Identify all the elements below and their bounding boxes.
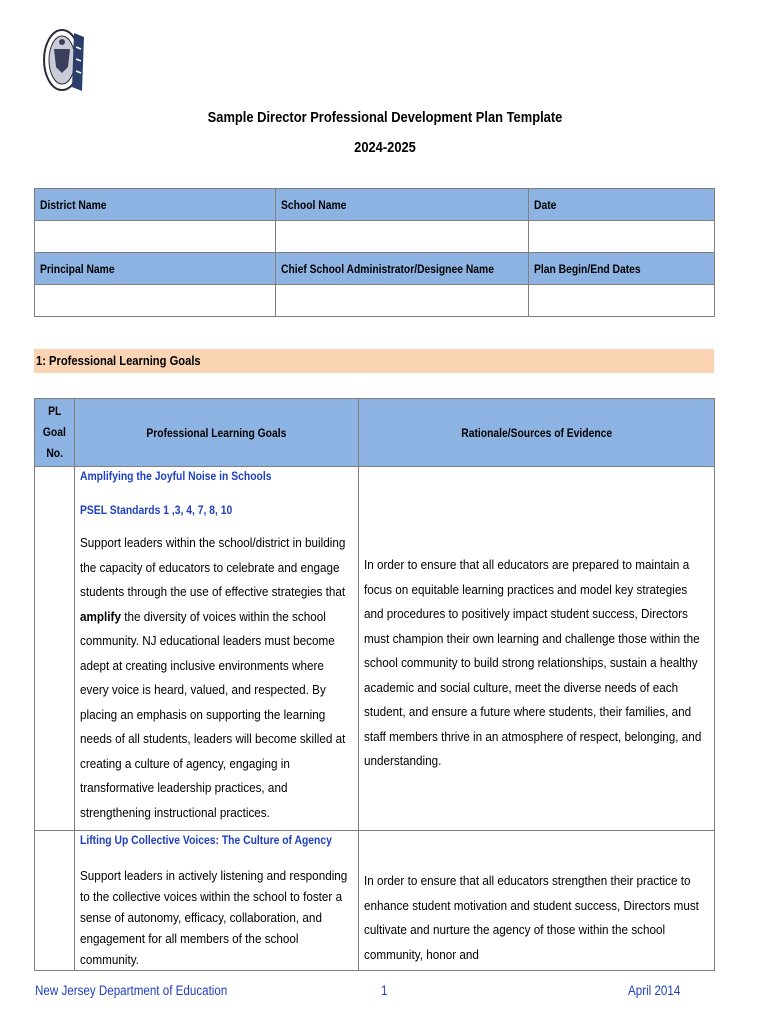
document-title: Sample Director Professional Development Plan Template — [207, 109, 563, 126]
rationale-text: In order to ensure that all educators are prepared to maintain a focus on equitable learning practices and model key strategies and procedures to positively impact student success, Directors must champion their own learning and challenge those within the school community to build strong relationships, sustain a healthy academic and social culture, meet the diverse needs of each student, and ensure a future where students, their families, and staff members thrive in an atmosphere of respect, belonging, and understanding. — [364, 557, 702, 768]
goal-title: Amplifying the Joyful Noise in Schools — [80, 471, 272, 483]
info-header-row — [35, 189, 715, 221]
goal-number-header: PL Goal No. — [35, 399, 75, 467]
goal-row — [35, 831, 715, 971]
footer-date: April 2014 — [628, 983, 681, 998]
principal-name-field[interactable] — [35, 285, 276, 317]
rationale-text: In order to ensure that all educators strengthen their practice to enhance student motivation and student success, Directors must cultivate and nurture the agency of those within the school community, honor and — [364, 873, 699, 962]
chief-school-administrator-field[interactable] — [276, 285, 529, 317]
rationale-cell[interactable] — [359, 831, 715, 971]
document-year: 2024-2025 — [354, 139, 416, 156]
nj-doe-seal-icon — [42, 27, 86, 95]
psel-standards: PSEL Standards 1 ,3, 4, 7, 8, 10 — [80, 505, 233, 517]
info-header-row — [35, 253, 715, 285]
goal-cell[interactable] — [75, 831, 359, 971]
district-name-field[interactable] — [35, 221, 276, 253]
date-field[interactable] — [529, 221, 715, 253]
plan-dates-label: Plan Begin/End Dates — [529, 253, 715, 285]
goal-cell[interactable] — [75, 467, 359, 831]
goal-description: Support leaders in actively listening and responding to the collective voices within the school to foster a sense of autonomy, efficacy, collaboration, and engagement for all members of the school community. — [80, 868, 348, 967]
chief-school-administrator-label: Chief School Administrator/Designee Name — [276, 253, 529, 285]
info-table — [34, 188, 715, 317]
date-label: Date — [529, 189, 715, 221]
footer-department: New Jersey Department of Education — [35, 983, 228, 998]
goal-row — [35, 467, 715, 831]
footer-page-number: 1 — [381, 983, 388, 998]
goal-title: Lifting Up Collective Voices: The Culture of Agency — [80, 835, 332, 847]
rationale-cell[interactable] — [359, 467, 715, 831]
goal-description: Support leaders within the school/district in building the capacity of educators to celebrate and engage students through the use of effective strategies that amplify the diversity of voices within the school community. NJ educational leaders must become adept at creating inclusive environments where every voice is heard, valued, and respected. By placing an emphasis on supporting the learning needs of all students, leaders will become skilled at creating a culture of agency, engaging in transformative leadership practices, and strengthening instructional practices. — [80, 535, 346, 820]
professional-learning-goals-table — [34, 398, 715, 971]
goals-header-row — [35, 399, 715, 467]
school-name-field[interactable] — [276, 221, 529, 253]
principal-name-label: Principal Name — [35, 253, 276, 285]
info-input-row — [35, 221, 715, 253]
goals-header: Professional Learning Goals — [75, 399, 359, 467]
goal-number-cell[interactable] — [35, 467, 75, 831]
district-name-label: District Name — [35, 189, 276, 221]
info-input-row — [35, 285, 715, 317]
school-name-label: School Name — [276, 189, 529, 221]
rationale-header: Rationale/Sources of Evidence — [359, 399, 715, 467]
section-heading: 1: Professional Learning Goals — [34, 349, 714, 373]
goal-number-cell[interactable] — [35, 831, 75, 971]
plan-dates-field[interactable] — [529, 285, 715, 317]
